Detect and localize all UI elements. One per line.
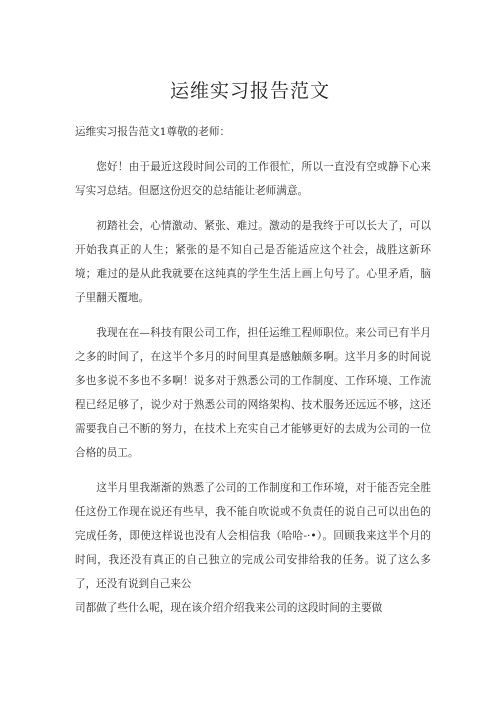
document-body <box>75 120 431 620</box>
intro-line: 运维实习报告范文1尊敬的老师： <box>75 126 231 138</box>
paragraph-current-job: 我现在在—科技有限公司工作，担任运维工程师职位。来公司已有半月之多的时间了，在这半个多月的时间里真是感触颇多啊。这半月多的时间说多也多说不多也不多啊！说多对于熟悉公司的工作制度、工作环境、工作流程已经足够了，说少对于熟悉公司的网络架构、技术服务还远远不够，这还需要我自己不断的努力，在技术上充实自己才能够更好的去成为公司的一位合格的员工。 <box>75 327 431 459</box>
paragraph-continued-line: 司都做了些什么呢，现在该介绍介绍我来公司的这段时间的主要做 <box>75 602 383 614</box>
paragraph-half-month: 这半月里我渐渐的熟悉了公司的工作制度和工作环境，对于能否完全胜任这份工作现在说还有些早，我不能自吹说或不负责任的说自己可以出色的完成任务，即使这样说也没有人会相信我（哈哈-·•）。回顾我来这半个月的时间，我还没有真正的自己独立的完成公司安排给我的任务。说了这么多了，还没有说到自己来公 <box>75 482 431 590</box>
paragraph-first-steps: 初踏社会，心情激动、紧张、难过。激动的是我终于可以长大了，可以开始我真正的人生；紧张的是不知自己是否能适应这个社会，战胜这新环境；难过的是从此我就要在这纯真的学生生活上画上句号了。心里矛盾，脑子里翻天覆地。 <box>75 220 431 304</box>
document-title: 运维实习报告范文 <box>169 80 330 102</box>
paragraph-greeting: 您好！由于最近这段时间公司的工作很忙，所以一直没有空或静下心来写实习总结。但愿这份迟交的总结能让老师满意。 <box>75 161 431 197</box>
